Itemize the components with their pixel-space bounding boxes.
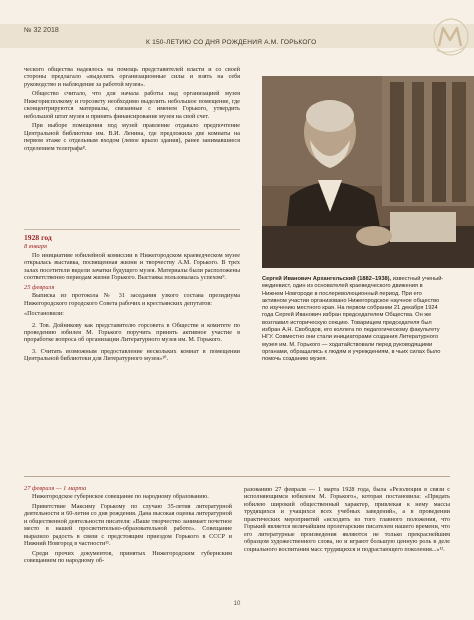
paragraph: При выборе помещения под музей правление отдавало предпочтение Центральной библиотеке им. В.И. Ленина, где предложила две комнаты на первом этаже с отдельным входом (левое крыло здания), ранее занимавшиеся отделением телеграфа⁸. (24, 122, 240, 152)
paragraph: Выписка из протокола № 31 заседания узкого состава президиума Нижегородского городского Совета рабочих и крестьянских депутатов: (24, 292, 240, 307)
paragraph: разованию 27 февраля — 1 марта 1928 года, была «Резолюция в связи с исполняющимся юбилеем М. Горького», которая постановила: «Придать юбилею широкий общественный характер, привлекая к нему массы трудящихся и учащихся всех учебных заведений», а в проведении практических мероприятий «исходить из того главного положения, что Горький является величайшим пролетарским писателем нашего времени, что его литературные произведения являются не только прекраснейшим образцом художественного слова, но и играют большую ценную роль в деле социального воспитания масс трудящихся и подрастающего поколения...»¹². (244, 486, 450, 553)
issue-number: № 32 2018 (24, 27, 59, 34)
date-heading: 8 января (24, 243, 47, 251)
paragraph: Нижегородское губернское совещание по народному образованию. (32, 493, 209, 501)
left-column-chronicle (24, 226, 240, 365)
caption-name: Сергей Иванович Архангельский (1882–1938), (262, 276, 392, 282)
journal-logo-icon (430, 16, 470, 58)
paragraph: Среди прочих документов, принятых Нижегородским губернским совещанием по народному об- (24, 549, 232, 565)
paragraph: По инициативе юбилейной комиссии в Нижегородском краеведческом музее открылась выставка, посвященная жизни и творчеству А.М. Горького. В трех залах посетители видели зачатки будущего музея. Материалы были расположены соответственно периодам жизни Горького. Выставка пользовалась успехом⁹. (24, 251, 240, 282)
paragraph: Приветствие Максиму Горькому по случаю 35-летия литературной деятельности и 60-летия со дня рождения. Дана высокая оценка литературной и общественной деятельности писателя: «Ваше творчество занимает почетное место в нашей просветительно-образовательной работе». Совещание выразило радость в связи с предстоящим приездом Горького в СССР и Нижний Новгород в частности¹¹. (24, 502, 232, 548)
year-heading: 1928 год (24, 233, 52, 242)
paragraph: «Постановили: (24, 310, 64, 318)
paragraph: Общество считало, что для начала работы над организацией музея Нижгорисполкому и горсовету необходимо выделить небольшое помещение, где сконцентрируются материалы, связанные с именем Горького, утвердить небольшой штат музея и принять финансирование музея на свой счет. (24, 90, 240, 120)
bottom-left-column (24, 484, 232, 567)
page-number: 10 (233, 601, 241, 607)
date-heading: 27 февраля — 1 марта (24, 485, 87, 492)
portrait-photo (262, 76, 474, 268)
photo-caption (262, 276, 444, 364)
date-heading: 25 февраля (24, 283, 55, 291)
paragraph: 2. Тов. Дойникову как представителю горсовета в Обществе и комитете по проведению юбилея М. Горького поручить принять активное участие в проработке вопроса об организации Литературного музея им. М. Горького. (24, 321, 240, 344)
caption-text: известный ученый-медиевист, один из основателей краеведческого движения в Нижнем Новгороде в послереволюционный период. При его активном участии организовано Нижегородское научное общество по изучению местного края. На первом собрании 21 декабря 1924 года Сергей Иванович избран председателем Общества. Он же возглавил историческую секцию. Товарищем председателя был избран А.Н. Свободов, его коллега по педагогическому факультету НГУ. Совместно они стали инициаторами создания Литературного музея им. М. Горького — ходатайствовали перед руководящими органами, обращались к людям и учреждениям, в чьих силах было помочь созданию музея. (262, 276, 444, 363)
paragraph: 3. Считать возможным предоставление нескольких комнат в помещении Центральной библиотеки для Литературного музея»¹⁰. (24, 347, 240, 363)
paragraph: ческого общества надеялось на помощь представителей власти и со своей стороны предлагало «выделить организационные силы и взять на себя руководство и наблюдение за работой музея». (24, 66, 240, 88)
section-rule (24, 229, 240, 230)
bottom-right-column (244, 486, 450, 555)
section-divider (24, 476, 450, 477)
left-column-top (24, 66, 240, 154)
running-title: К 150-ЛЕТИЮ СО ДНЯ РОЖДЕНИЯ А.М. ГОРЬКОГО (146, 39, 317, 46)
